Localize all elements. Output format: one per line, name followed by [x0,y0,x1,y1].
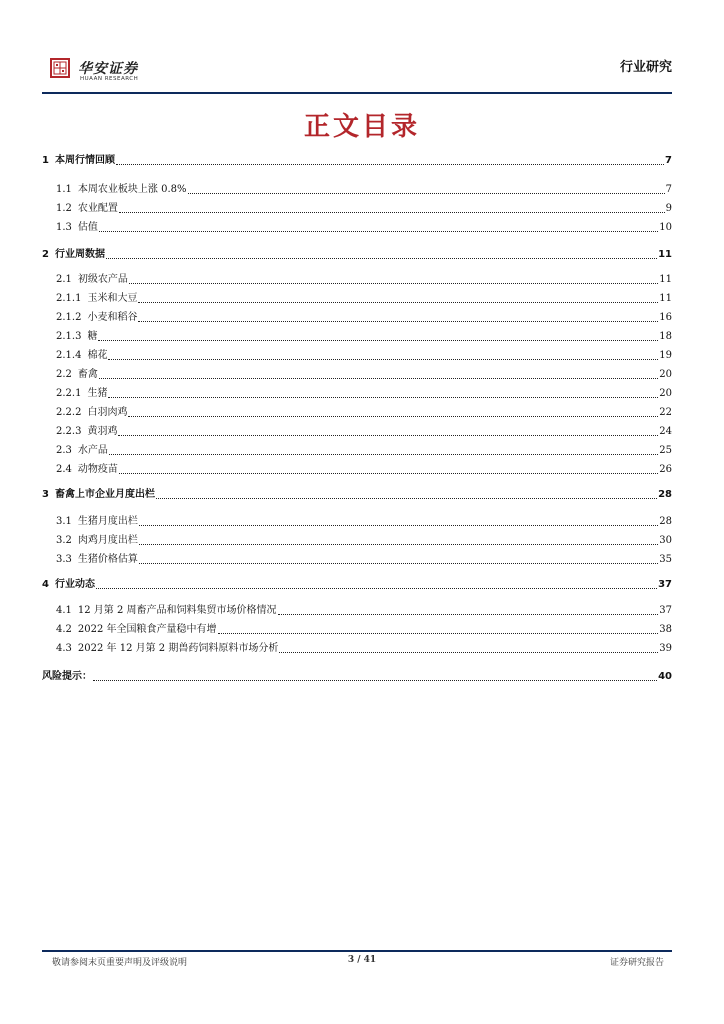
toc-entry-label: 玉米和大豆 [87,293,138,304]
toc-entry-number: 2.2.3 [56,426,82,437]
toc-entry[interactable] [42,529,672,547]
toc-entry[interactable] [42,382,672,400]
toc-entry-number: 4.3 [56,643,72,654]
toc-entry-number: 2.1.4 [56,350,82,361]
toc-dot-leader [116,163,664,165]
toc-entry-label: 生猪价格估算 [77,554,138,565]
toc-entry[interactable] [42,618,672,636]
toc-entry[interactable] [42,216,672,234]
toc-dot-leader [156,497,657,499]
brand-english-name: HUAAN RESEARCH [80,76,139,82]
toc-dot-leader [108,396,658,398]
toc-entry-page: 18 [659,331,672,342]
toc-entry-label: 糖 [87,331,98,342]
toc-entry-number: 2.1 [56,274,72,285]
toc-dot-leader [106,257,657,259]
toc-entry[interactable] [42,665,672,683]
toc-entry[interactable] [42,243,672,261]
toc-entry-label: 农业配置 [77,203,118,214]
toc-entry[interactable] [42,197,672,215]
toc-entry-number: 2.3 [56,445,72,456]
toc-entry[interactable] [42,599,672,617]
toc-entry-number: 2.1.2 [56,312,82,323]
toc-entry[interactable] [42,483,672,501]
toc-entry-label: 12 月第 2 周畜产品和饲料集贸市场价格情况 [77,605,277,616]
toc-entry[interactable] [42,439,672,457]
toc-entry-number: 2.1.3 [56,331,82,342]
toc-entry[interactable] [42,287,672,305]
toc-dot-leader [99,377,658,379]
toc-entry-label: 动物疫苗 [77,464,118,475]
toc-entry[interactable] [42,458,672,476]
toc-entry[interactable] [42,325,672,343]
page-number: 3 / 41 [347,955,377,965]
toc-entry-label: 行业周数据 [54,249,105,260]
toc-dot-leader [93,679,657,681]
toc-entry[interactable] [42,149,672,167]
toc-entry[interactable] [42,178,672,196]
toc-entry-page: 10 [659,222,672,233]
toc-entry-page: 37 [658,579,672,590]
toc-dot-leader [119,472,658,474]
toc-entry-page: 11 [659,293,672,304]
toc-entry-label: 肉鸡月度出栏 [77,535,138,546]
toc-entry-number: 2.2.1 [56,388,82,399]
toc-entry-label: 行业动态 [54,579,95,590]
toc-entry[interactable] [42,637,672,655]
toc-entry-number: 4.1 [56,605,72,616]
toc-entry-number: 1.2 [56,203,72,214]
toc-entry-number: 4 [42,579,49,590]
toc-entry-label: 本周农业板块上涨 0.8% [77,184,187,195]
toc-entry[interactable] [42,401,672,419]
toc-entry[interactable] [42,510,672,528]
toc-entry[interactable] [42,420,672,438]
toc-entry-page: 28 [658,489,672,500]
toc-entry-label: 水产品 [77,445,108,456]
toc-entry-number: 2.1.1 [56,293,82,304]
page-header [42,52,672,90]
toc-entry-page: 38 [659,624,672,635]
toc-entry-number: 2.2 [56,369,72,380]
brand-name: 华安证券 [78,61,138,77]
toc-entry-page: 39 [659,643,672,654]
toc-entry-number: 1.1 [56,184,72,195]
toc-entry[interactable] [42,306,672,324]
toc-dot-leader [96,587,657,589]
toc-entry-page: 19 [659,350,672,361]
toc-entry-page: 24 [659,426,672,437]
toc-dot-leader [218,632,659,634]
toc-entry-label: 本周行情回顾 [54,155,115,166]
footer-divider [42,950,672,952]
toc-dot-leader [139,543,658,545]
toc-entry-page: 30 [659,535,672,546]
toc-entry[interactable] [42,344,672,362]
toc-entry[interactable] [42,573,672,591]
toc-entry-number: 1 [42,155,49,166]
page-title: 正文目录 [303,112,420,142]
footer-doc-type: 证券研究报告 [609,958,664,968]
toc-entry-label: 畜禽 [77,369,98,380]
toc-dot-leader [118,434,658,436]
toc-dot-leader [128,415,658,417]
toc-entry-label: 棉花 [87,350,108,361]
toc-entry-page: 22 [659,407,672,418]
toc-entry-number: 4.2 [56,624,72,635]
toc-dot-leader [129,282,658,284]
toc-entry-label: 2022 年 12 月第 2 期兽药饲料原料市场分析 [77,643,279,654]
toc-entry-label: 小麦和稻谷 [87,312,138,323]
toc-entry-label: 风险提示： [42,671,92,682]
toc-entry-label: 生猪 [87,388,108,399]
toc-entry-page: 7 [665,155,672,166]
toc-dot-leader [139,524,658,526]
toc-entry-label: 2022 年全国粮食产量稳中有增 [77,624,217,635]
toc-entry-label: 黄羽鸡 [87,426,118,437]
toc-dot-leader [98,339,658,341]
report-type-label: 行业研究 [619,60,672,75]
footer-disclaimer: 敬请参阅末页重要声明及评级说明 [52,958,188,968]
toc-entry-number: 2 [42,249,49,260]
toc-dot-leader [138,301,658,303]
toc-entry-page: 7 [665,184,672,195]
toc-entry-page: 16 [659,312,672,323]
toc-entry-number: 3.3 [56,554,72,565]
toc-entry-page: 26 [659,464,672,475]
toc-dot-leader [119,211,665,213]
toc-entry[interactable] [42,548,672,566]
logo-icon [50,58,70,78]
toc-entry-number: 1.3 [56,222,72,233]
toc-entry-page: 40 [658,671,672,682]
toc-dot-leader [278,613,659,615]
toc-dot-leader [138,320,658,322]
toc-entry-label: 生猪月度出栏 [77,516,138,527]
toc-entry-page: 37 [659,605,672,616]
toc-entry-page: 11 [659,274,672,285]
toc-entry-page: 11 [658,249,672,260]
toc-entry-label: 初级农产品 [77,274,128,285]
toc-entry-number: 3.1 [56,516,72,527]
toc-dot-leader [139,562,658,564]
toc-entry-number: 3 [42,489,49,500]
toc-entry-label: 估值 [77,222,98,233]
toc-dot-leader [109,453,658,455]
toc-entry-label: 白羽肉鸡 [87,407,128,418]
toc-entry-page: 9 [665,203,672,214]
toc-dot-leader [188,192,665,194]
toc-entry[interactable] [42,268,672,286]
toc-dot-leader [108,358,658,360]
toc-entry-page: 35 [659,554,672,565]
toc-entry[interactable] [42,363,672,381]
toc-entry-page: 20 [659,369,672,380]
toc-entry-number: 3.2 [56,535,72,546]
toc-entry-page: 20 [659,388,672,399]
toc-entry-page: 28 [659,516,672,527]
toc-dot-leader [99,230,658,232]
toc-entry-number: 2.4 [56,464,72,475]
header-divider [42,92,672,94]
toc-dot-leader [279,651,658,653]
toc-entry-label: 畜禽上市企业月度出栏 [54,489,155,500]
toc-entry-number: 2.2.2 [56,407,82,418]
toc-entry-page: 25 [659,445,672,456]
